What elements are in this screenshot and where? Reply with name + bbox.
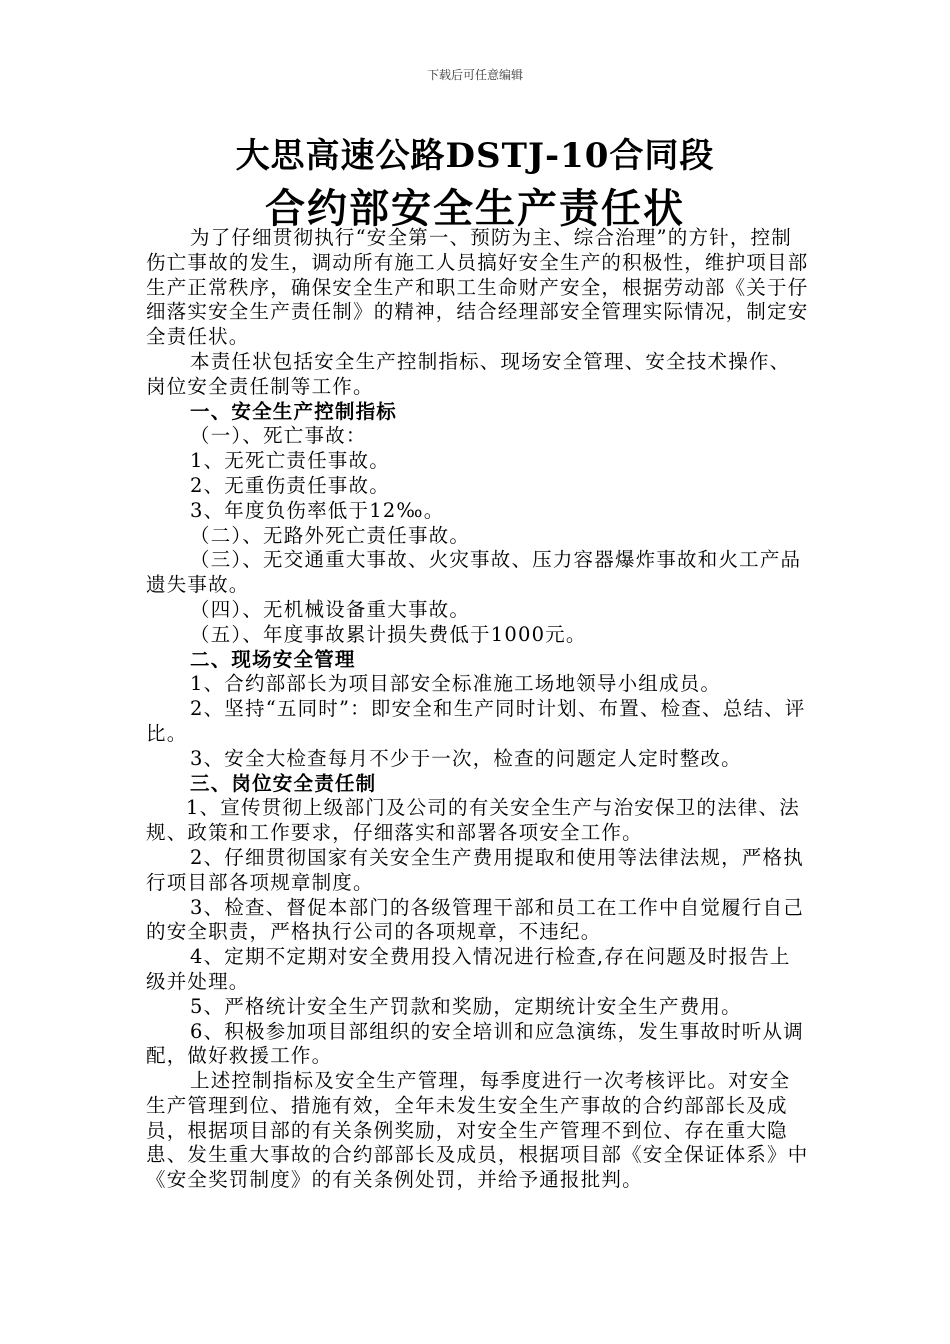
intro-paragraph-1: 为了仔细贯彻执行“安全第一、预防为主、综合治理”的方针，控制伤亡事故的发生，调动所有施工人员搞好安全生产的积极性，维护项目部生产正常秩序，确保安全生产和职工生命财产安全，根据劳动部《关于仔细落实安全生产责任制》的精神，结合经理部安全管理实际情况，制定安全责任状。 (146, 226, 809, 349)
section1-item: （四）、无机械设备重大事故。 (190, 597, 471, 621)
section3-item: 6、积极参加项目部组织的安全培训和应急演练，发生事故时听从调配，做好救援工作。 (146, 1019, 804, 1068)
section1-item: （一）、死亡事故： (190, 424, 367, 448)
section2-item: 2、坚持“五同时”：即安全和生产同时计划、布置、检查、总结、评比。 (146, 697, 806, 745)
section1-heading: 一、安全生产控制指标 (190, 399, 398, 423)
document-title-line2: 合约部安全生产责任状 (265, 186, 685, 232)
section3-item: 5、严格统计安全生产罚款和奖励，定期统计安全生产费用。 (190, 994, 742, 1018)
closing-paragraph: 上述控制指标及安全生产管理，每季度进行一次考核评比。对安全生产管理到位、措施有效，全年未发生安全生产事故的合约部部长及成员，根据项目部的有关条例奖励，对安全生产管理不到位、存在重大隐患、发生重大事故的合约部部长及成员，根据项目部《安全保证体系》中《安全奖罚制度》的有关条例处罚，并给予通报批判。 (146, 1069, 809, 1192)
section1-item: （五）、年度事故累计损失费低于1000元。 (190, 622, 587, 646)
section3-item: 1、宣传贯彻上级部门及公司的有关安全生产与治安保卫的法律、法规、政策和工作要求，仔细落实和部署各项安全工作。 (146, 796, 800, 845)
header-note: 下载后可任意编辑 (426, 68, 523, 82)
section3-item: 2、仔细贯彻国家有关安全生产费用提取和使用等法律法规，严格执行项目部各项规章制度。 (146, 845, 804, 894)
section1-item: （二）、无路外死亡责任事故。 (190, 523, 471, 547)
document-body (146, 226, 810, 1193)
section1-item: 2、无重伤责任事故。 (190, 473, 390, 497)
section2-item: 3、安全大检查每月不少于一次，检查的问题定人定时整改。 (190, 746, 742, 770)
section3-item: 4、定期不定期对安全费用投入情况进行检查,存在问题及时报告上级并处理。 (146, 945, 791, 993)
document-title-line1: 大思高速公路DSTJ-10合同段 (235, 136, 715, 176)
section1-item: （三）、无交通重大事故、火灾事故、压力容器爆炸事故和火工产品遗失事故。 (146, 548, 802, 597)
section1-item: 3、年度负伤率低于12‰。 (190, 498, 445, 522)
section3-item: 3、检查、督促本部门的各级管理干部和员工在工作中自觉履行自己的安全职责，严格执行公司的各项规章，不违纪。 (146, 895, 804, 944)
section2-heading: 二、现场安全管理 (190, 647, 356, 671)
section1-item: 1、无死亡责任事故。 (190, 449, 390, 473)
intro-paragraph-2: 本责任状包括安全生产控制指标、现场安全管理、安全技术操作、岗位安全责任制等工作。 (146, 349, 791, 398)
section3-heading: 三、岗位安全责任制 (190, 771, 377, 795)
section2-item: 1、合约部部长为项目部安全标准施工场地领导小组成员。 (190, 672, 722, 696)
